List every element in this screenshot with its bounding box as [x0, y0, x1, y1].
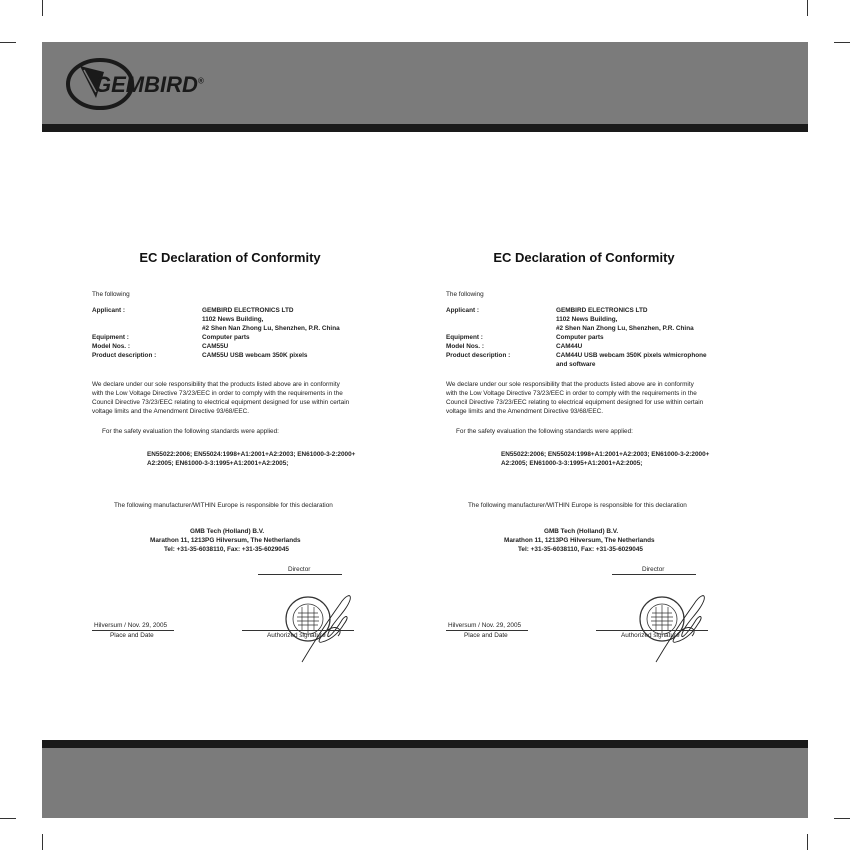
- declaration-line: We declare under our sole responsibility that the products listed above are in conformity: [446, 381, 694, 388]
- standards-line: EN55022:2006; EN55024:1998+A1:2001+A2:2003; EN61000-3-2:2000+: [147, 451, 356, 458]
- declaration-title: EC Declaration of Conformity: [493, 250, 675, 265]
- director-title: Director: [642, 566, 665, 573]
- crop-mark: [834, 818, 850, 819]
- crop-mark: [807, 0, 808, 16]
- standards-line: EN55022:2006; EN55024:1998+A1:2001+A2:2003; EN61000-3-2:2000+: [501, 451, 710, 458]
- applicant-line: #2 Shen Nan Zhong Lu, Shenzhen, P.R. China: [556, 325, 694, 332]
- director-title: Director: [288, 566, 311, 573]
- signature-scribble-icon: [634, 590, 724, 665]
- safety-intro: For the safety evaluation the following standards were applied:: [456, 428, 633, 435]
- declaration-line: Council Directive 73/23/EEC relating to electrical equipment designed for use within certain: [446, 399, 704, 406]
- signature-label: Authorized signature: [267, 632, 326, 639]
- company-line: Marathon 11, 1213PG Hilversum, The Netherlands: [504, 537, 655, 544]
- crop-mark: [42, 834, 43, 850]
- header-divider: [42, 124, 808, 132]
- company-line: GMB Tech (Holland) B.V.: [190, 528, 265, 535]
- model-value: CAM55U: [202, 343, 229, 350]
- director-underline: [612, 574, 696, 575]
- director-underline: [258, 574, 342, 575]
- brand-name: GEMBIRD®: [94, 72, 204, 97]
- model-label: Model Nos. :: [92, 343, 130, 350]
- equipment-value: Computer parts: [556, 334, 604, 341]
- declaration-line: voltage limits and the Amendment Directive 93/68/EEC.: [446, 408, 604, 415]
- footer-band: [42, 748, 808, 818]
- declaration-left: [90, 240, 410, 680]
- applicant-line: 1102 News Building,: [202, 316, 264, 323]
- model-value: CAM44U: [556, 343, 583, 350]
- declaration-right: [444, 240, 764, 680]
- company-line: Marathon 11, 1213PG Hilversum, The Netherlands: [150, 537, 301, 544]
- applicant-label: Applicant :: [92, 307, 126, 314]
- declaration-line: voltage limits and the Amendment Directive 93/68/EEC.: [92, 408, 250, 415]
- equipment-label: Equipment :: [92, 334, 129, 341]
- signature-line: [596, 630, 708, 631]
- place-date-value: Hilversum / Nov. 29, 2005: [94, 622, 168, 629]
- declaration-line: with the Low Voltage Directive 73/23/EEC in order to comply with the requirements in the: [92, 390, 343, 397]
- crop-mark: [0, 42, 16, 43]
- equipment-label: Equipment :: [446, 334, 483, 341]
- company-line: Tel: +31-35-6038110, Fax: +31-35-6029045: [518, 546, 643, 553]
- place-date-value: Hilversum / Nov. 29, 2005: [448, 622, 522, 629]
- signature-line: [242, 630, 354, 631]
- description-label: Product description :: [446, 352, 511, 359]
- applicant-line: #2 Shen Nan Zhong Lu, Shenzhen, P.R. China: [202, 325, 340, 332]
- manufacturer-intro: The following manufacturer/WITHIN Europe is responsible for this declaration: [114, 502, 333, 509]
- applicant-label: Applicant :: [446, 307, 480, 314]
- description-line: and software: [556, 361, 596, 368]
- company-line: Tel: +31-35-6038110, Fax: +31-35-6029045: [164, 546, 289, 553]
- crop-mark: [807, 834, 808, 850]
- signature-scribble-icon: [280, 590, 370, 665]
- declaration-line: with the Low Voltage Directive 73/23/EEC in order to comply with the requirements in the: [446, 390, 697, 397]
- footer-divider: [42, 740, 808, 748]
- company-line: GMB Tech (Holland) B.V.: [544, 528, 619, 535]
- model-label: Model Nos. :: [446, 343, 484, 350]
- place-date-line: [92, 630, 174, 631]
- place-date-line: [446, 630, 528, 631]
- applicant-line: 1102 News Building,: [556, 316, 618, 323]
- safety-intro: For the safety evaluation the following standards were applied:: [102, 428, 279, 435]
- manufacturer-intro: The following manufacturer/WITHIN Europe is responsible for this declaration: [468, 502, 687, 509]
- crop-mark: [42, 0, 43, 16]
- crop-mark: [834, 42, 850, 43]
- description-line: CAM44U USB webcam 350K pixels w/microphone: [556, 352, 707, 359]
- declaration-title: EC Declaration of Conformity: [139, 250, 321, 265]
- description-line: CAM55U USB webcam 350K pixels: [202, 352, 308, 359]
- declaration-line: We declare under our sole responsibility that the products listed above are in conformity: [92, 381, 340, 388]
- intro-text: The following: [92, 291, 130, 298]
- applicant-line: GEMBIRD ELECTRONICS LTD: [202, 307, 294, 314]
- declaration-line: Council Directive 73/23/EEC relating to electrical equipment designed for use within certain: [92, 399, 350, 406]
- applicant-line: GEMBIRD ELECTRONICS LTD: [556, 307, 648, 314]
- crop-mark: [0, 818, 16, 819]
- intro-text: The following: [446, 291, 484, 298]
- signature-label: Authorized signature: [621, 632, 680, 639]
- standards-line: A2:2005; EN61000-3-3:1995+A1:2001+A2:2005;: [147, 460, 289, 467]
- equipment-value: Computer parts: [202, 334, 250, 341]
- place-date-label: Place and Date: [110, 632, 154, 639]
- place-date-label: Place and Date: [464, 632, 508, 639]
- description-label: Product description :: [92, 352, 157, 359]
- standards-line: A2:2005; EN61000-3-3:1995+A1:2001+A2:2005;: [501, 460, 643, 467]
